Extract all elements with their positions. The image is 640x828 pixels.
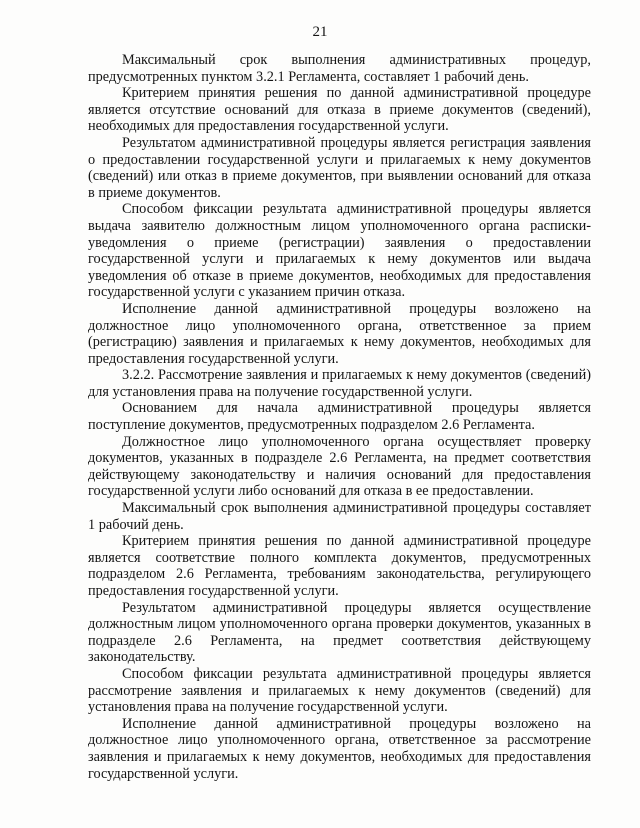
document-body	[88, 52, 591, 782]
paragraph: Критерием принятия решения по данной административной процедуре является отсутствие оснований для отказа в приеме документов (сведений), необходимых для предоставления государственной услуги.	[88, 85, 591, 135]
paragraph: Должностное лицо уполномоченного органа осуществляет проверку документов, указанных в подразделе 2.6 Регламента, на предмет соответствия действующему законодательству и наличия оснований для предоставления государственной услуги либо оснований для отказа в ее предоставлении.	[88, 433, 591, 500]
paragraph: Результатом административной процедуры является регистрация заявления о предоставлении государственной услуги и прилагаемых к нему документов (сведений) или отказ в приеме документов, при выявлении оснований для отказа в приеме документов.	[88, 134, 591, 201]
paragraph: Исполнение данной административной процедуры возложено на должностное лицо уполномоченного органа, ответственное за рассмотрение заявления и прилагаемых к нему документов, необходимых для предоставления государственной услуги.	[88, 715, 591, 782]
paragraph: Исполнение данной административной процедуры возложено на должностное лицо уполномоченного органа, ответственное за прием (регистрацию) заявления и прилагаемых к нему документов, необходимых для предоставления государственной услуги.	[88, 300, 591, 367]
section-heading-paragraph: 3.2.2. Рассмотрение заявления и прилагаемых к нему документов (сведений) для установления права на получение государственной услуги.	[88, 367, 591, 400]
paragraph: Способом фиксации результата административной процедуры является выдача заявителю должностным лицом уполномоченного органа расписки-уведомления о приеме (регистрации) заявления о предоставлении государственной услуги и прилагаемых к нему документов или выдача уведомления об отказе в приеме документов, необходимых для предоставления государственной услуги с указанием причин отказа.	[88, 201, 591, 301]
paragraph: Критерием принятия решения по данной административной процедуре является соответствие полного комплекта документов, предусмотренных подразделом 2.6 Регламента, требованиям законодательства, регулирующего предоставления государственной услуги.	[88, 533, 591, 599]
page-number: 21	[312, 24, 328, 40]
paragraph: Максимальный срок выполнения административной процедуры составляет 1 рабочий день.	[88, 500, 591, 533]
paragraph: Способом фиксации результата административной процедуры является рассмотрение заявления и прилагаемых к нему документов (сведений) для установления права на получение государственной услуги.	[88, 665, 591, 716]
paragraph: Максимальный срок выполнения административных процедур, предусмотренных пунктом 3.2.1 Регламента, составляет 1 рабочий день.	[88, 52, 591, 85]
paragraph: Результатом административной процедуры является осуществление должностным лицом уполномоченного органа проверки документов, указанных в подразделе 2.6 Регламента, на предмет соответствия действующему законодательству.	[88, 599, 591, 666]
paragraph: Основанием для начала административной процедуры является поступление документов, предусмотренных подразделом 2.6 Регламента.	[88, 400, 591, 434]
